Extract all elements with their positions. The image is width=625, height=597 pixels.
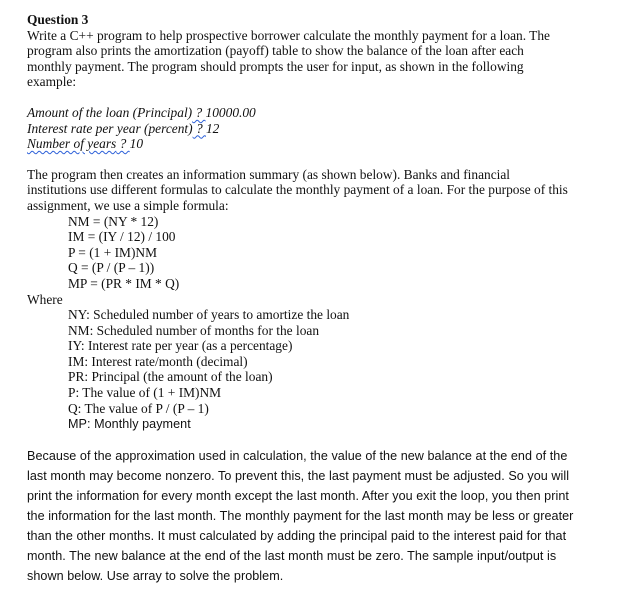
formula-nm: NM = (NY * 12) bbox=[68, 213, 159, 229]
intro-line: Write a C++ program to help prospective borrower calculate the monthly payment for a loan. The bbox=[27, 27, 550, 43]
example-line-rate: Interest rate per year (percent) ? 12 bbox=[27, 120, 220, 136]
formula-mp: MP = (PR * IM * Q) bbox=[68, 275, 180, 291]
definition-p: P: The value of (1 + IM)NM bbox=[68, 385, 222, 401]
summary-line: The program then creates an information summary (as shown below). Banks and financial bbox=[27, 166, 511, 182]
definition-nm: NM: Scheduled number of months for the loan bbox=[68, 322, 320, 338]
definition-pr: PR: Principal (the amount of the loan) bbox=[68, 369, 273, 385]
closing-line: Because of the approximation used in calculation, the value of the new balance at the end of the bbox=[27, 449, 568, 464]
closing-line: last month may become nonzero. To prevent this, the last payment must be adjusted. So you will bbox=[27, 469, 570, 484]
definition-mp: MP: Monthly payment bbox=[68, 417, 191, 432]
summary-line: institutions use different formulas to calculate the monthly payment of a loan. For the purpose of this bbox=[27, 182, 568, 198]
closing-line: the information for the last month. The monthly payment for the last month may be less or greater bbox=[27, 509, 574, 524]
question-heading: Question 3 bbox=[27, 12, 89, 27]
definition-ny: NY: Scheduled number of years to amortize the loan bbox=[68, 307, 350, 323]
example-line-years: Number of years ? 10 bbox=[27, 136, 144, 152]
definition-q: Q: The value of P / (P – 1) bbox=[68, 400, 209, 416]
closing-line: than the other months. It must calculated by adding the principal paid to the interest paid for that bbox=[27, 529, 567, 544]
example-line-amount: Amount of the loan (Principal) ? 10000.00 bbox=[27, 104, 256, 120]
intro-paragraph bbox=[27, 28, 617, 90]
formula-q: Q = (P / (P – 1)) bbox=[68, 260, 155, 276]
formula-im: IM = (IY / 12) / 100 bbox=[68, 229, 176, 245]
intro-line: monthly payment. The program should prompts the user for input, as shown in the following bbox=[27, 58, 524, 74]
closing-line: print the information for every month except the last month. After you exit the loop, you then print bbox=[27, 489, 569, 504]
summary-line: assignment, we use a simple formula: bbox=[27, 197, 229, 213]
example-input-block bbox=[27, 105, 617, 152]
summary-paragraph bbox=[27, 167, 617, 214]
definition-im: IM: Interest rate/month (decimal) bbox=[68, 353, 248, 369]
definition-list bbox=[68, 307, 617, 432]
closing-line: month. The new balance at the end of the last month must be zero. The sample input/output is bbox=[27, 549, 557, 564]
intro-line: example: bbox=[27, 74, 77, 90]
closing-paragraph bbox=[27, 446, 617, 586]
definition-iy: IY: Interest rate per year (as a percentage) bbox=[68, 338, 293, 354]
where-label: Where bbox=[27, 291, 63, 307]
intro-line: program also prints the amortization (payoff) table to show the balance of the loan after each bbox=[27, 43, 524, 59]
formula-p: P = (1 + IM)NM bbox=[68, 244, 158, 260]
formula-list bbox=[68, 214, 617, 292]
question-document bbox=[27, 12, 617, 586]
closing-line: shown below. Use array to solve the problem. bbox=[27, 569, 284, 584]
